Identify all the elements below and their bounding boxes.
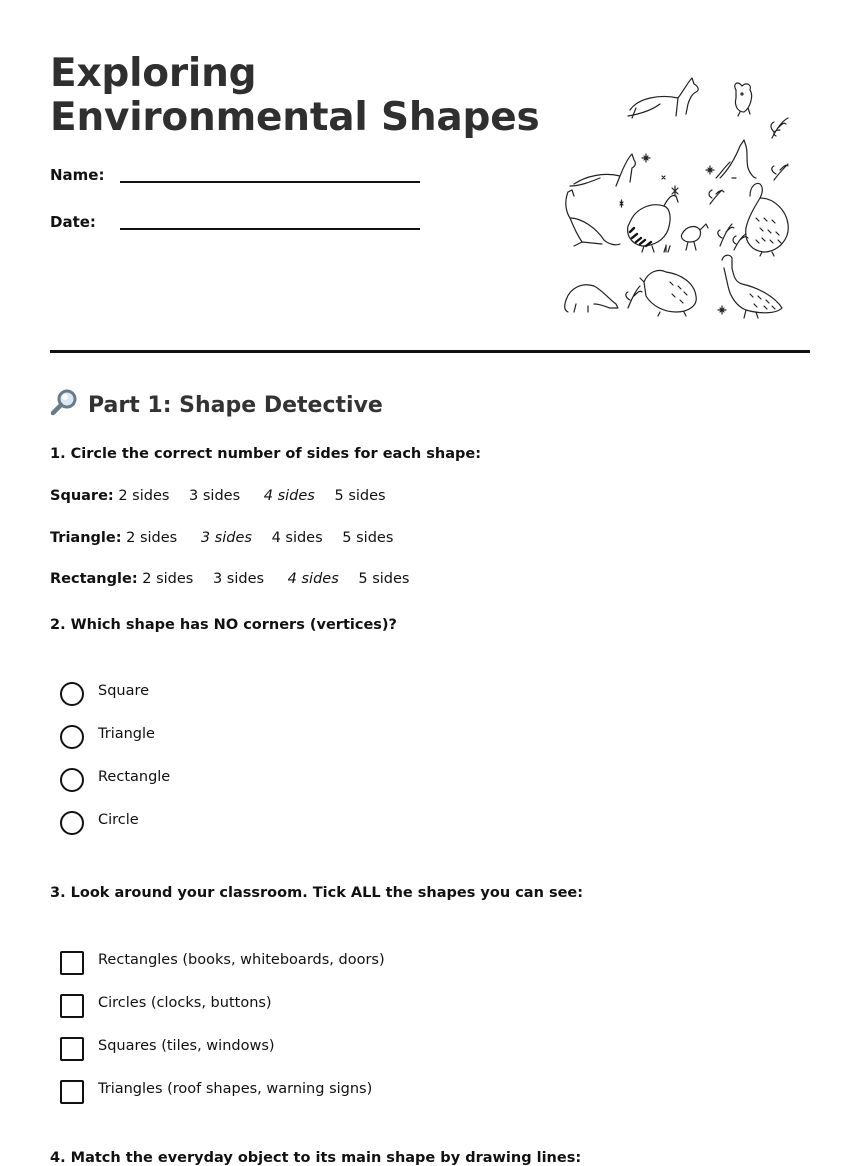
question-2: 2. Which shape has NO corners (vertices)? [50, 617, 397, 633]
shape-row-square [50, 488, 401, 504]
grass-icon [664, 245, 670, 252]
side-option-selected[interactable]: 4 sides [287, 571, 339, 587]
emu-icon [628, 195, 678, 252]
kangaroo-icon [566, 190, 620, 246]
feather-icon [672, 186, 724, 204]
checkbox-label: Squares (tiles, windows) [98, 1038, 275, 1054]
magnifying-glass-icon [50, 388, 80, 416]
emu-icon [722, 255, 782, 318]
radio-label: Triangle [98, 726, 155, 742]
page-title [50, 52, 540, 140]
radio-button[interactable] [60, 768, 84, 792]
koala-icon [735, 83, 752, 116]
worksheet-page [50, 0, 810, 1166]
checkbox-label: Rectangles (books, whiteboards, doors) [98, 952, 385, 968]
side-option[interactable]: 5 sides [342, 530, 394, 546]
cassowary-icon [746, 184, 789, 257]
question-3: 3. Look around your classroom. Tick ALL the shapes you can see: [50, 885, 584, 901]
radio-label: Rectangle [98, 769, 171, 785]
section-title-part-1 [50, 388, 383, 418]
question-4: 4. Match the everyday object to its main shape by drawing lines: [50, 1150, 582, 1166]
shape-row-rectangle [50, 571, 425, 587]
shape-name: Rectangle: [50, 571, 138, 587]
side-option[interactable]: 2 sides [142, 571, 194, 587]
side-option[interactable]: 2 sides [118, 488, 170, 504]
title-line-2: Environmental Shapes [50, 95, 540, 140]
section-title-text: Part 1: Shape Detective [88, 393, 383, 418]
date-line[interactable] [120, 228, 420, 230]
leaf-sprig-icon [771, 118, 788, 180]
side-option[interactable]: 4 sides [271, 530, 323, 546]
checkbox-label: Triangles (roof shapes, warning signs) [98, 1081, 373, 1097]
kangaroo-icon [570, 154, 635, 186]
checkbox[interactable] [60, 951, 84, 975]
checkbox[interactable] [60, 1080, 84, 1104]
name-field[interactable] [50, 166, 420, 196]
side-option[interactable]: 3 sides [189, 488, 241, 504]
leaf-sprig-icon [718, 224, 748, 250]
name-label: Name: [50, 166, 105, 184]
leaf-sprig-icon [626, 286, 642, 308]
side-option[interactable]: 5 sides [358, 571, 410, 587]
wombat-icon [640, 270, 696, 316]
bird-icon [681, 224, 708, 250]
date-field[interactable] [50, 213, 420, 243]
side-option[interactable]: 5 sides [334, 488, 386, 504]
side-option[interactable]: 2 sides [126, 530, 178, 546]
shape-name: Square: [50, 488, 114, 504]
shape-row-triangle [50, 530, 408, 546]
checkbox-label: Circles (clocks, buttons) [98, 995, 272, 1011]
kangaroo-icon [628, 78, 698, 118]
section-divider [50, 350, 810, 353]
side-option-selected[interactable]: 3 sides [200, 530, 252, 546]
radio-button[interactable] [60, 682, 84, 706]
shape-name: Triangle: [50, 530, 122, 546]
name-line[interactable] [120, 181, 420, 183]
title-line-1: Exploring [50, 51, 257, 96]
date-label: Date: [50, 213, 96, 231]
anteater-icon [565, 285, 618, 312]
australian-animals-illustration [560, 68, 795, 320]
radio-button[interactable] [60, 725, 84, 749]
radio-label: Circle [98, 812, 139, 828]
radio-button[interactable] [60, 811, 84, 835]
kangaroo-icon [716, 140, 756, 178]
question-1: 1. Circle the correct number of sides for each shape: [50, 446, 482, 462]
side-option-selected[interactable]: 4 sides [263, 488, 315, 504]
checkbox[interactable] [60, 1037, 84, 1061]
radio-label: Square [98, 683, 150, 699]
checkbox[interactable] [60, 994, 84, 1018]
side-option[interactable]: 3 sides [212, 571, 265, 587]
